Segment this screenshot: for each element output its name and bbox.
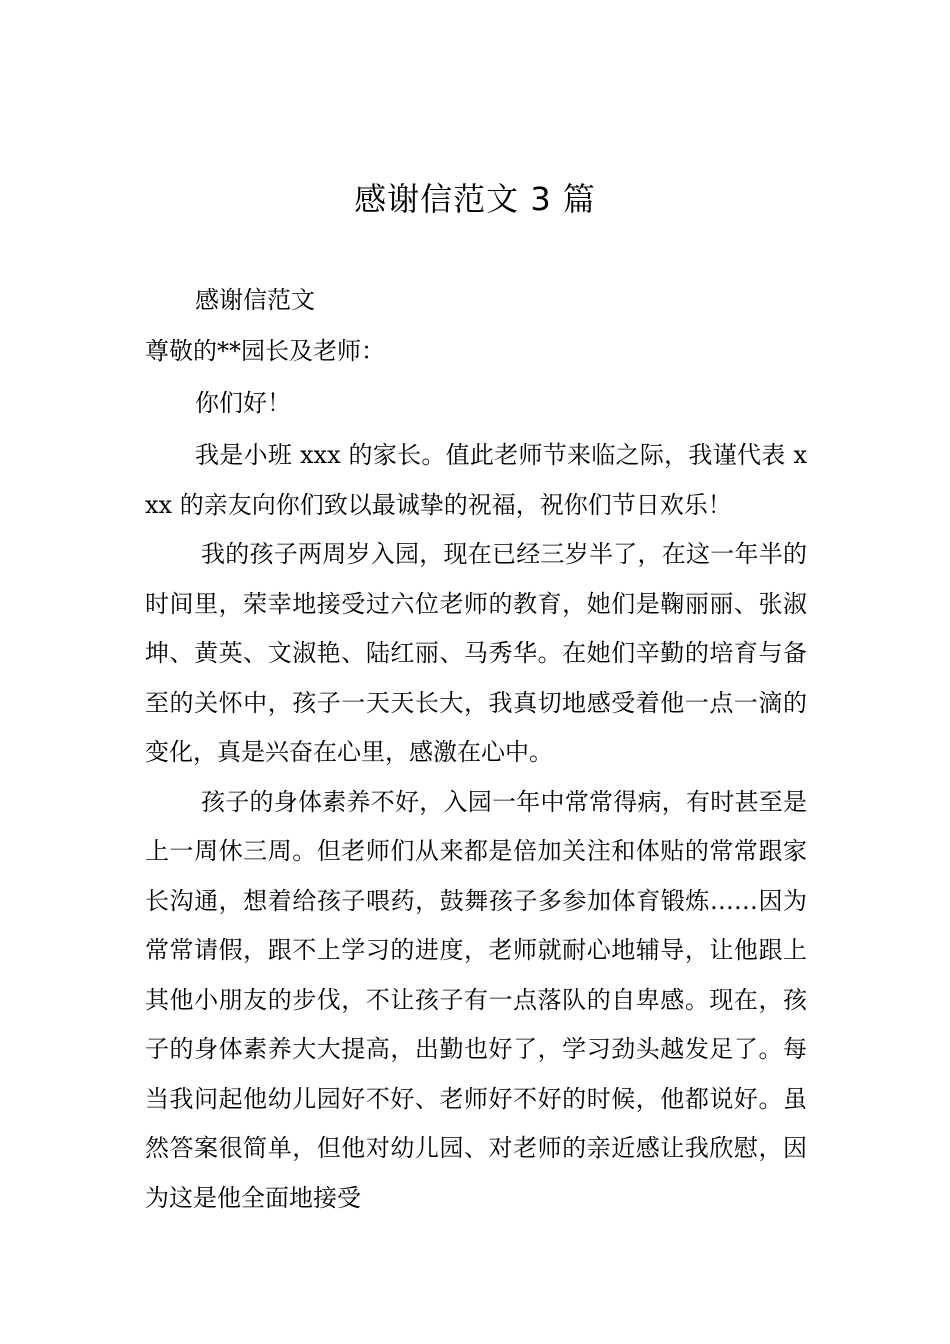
body-paragraph-3: 孩子的身体素养不好，入园一年中常常得病，有时甚至是上一周休三周。但老师们从来都是倍加关注和体贴的常常跟家长沟通，想着给孩子喂药，鼓舞孩子多参加体育锻炼……因为常常请假，跟不上学习的进度，老师就耐心地辅导，让他跟上其他小朋友的步伐，不让孩子有一点落队的自卑感。现在，孩子的身体素养大大提高，出勤也好了，学习劲头越发足了。每当我问起他幼儿园好不好、老师好不好的时候，他都说好。虽然答案很简单，但他对幼儿园、对老师的亲近感让我欣慰，因为这是他全面地接受	[145, 787, 807, 1212]
letter-greeting: 你们好！	[195, 389, 291, 417]
letter-salutation: 尊敬的**园长及老师：	[145, 337, 385, 365]
letter-subtitle: 感谢信范文	[195, 286, 315, 314]
body-paragraph-2: 我的孩子两周岁入园，现在已经三岁半了，在这一年半的时间里，荣幸地接受过六位老师的教育，她们是鞠丽丽、张淑坤、黄英、文淑艳、陆红丽、马秀华。在她们辛勤的培育与备至的关怀中，孩子一天天长大，我真切地感受着他一点一滴的变化，真是兴奋在心里，感激在心中。	[145, 540, 807, 766]
document-body	[145, 276, 807, 1223]
body-paragraph-1: 我是小班 xxx 的家长。值此老师节来临之际，我谨代表 xxx 的亲友向你们致以最诚挚的祝福，祝你们节日欢乐！	[145, 441, 807, 519]
document-title: 感谢信范文 3 篇	[354, 180, 596, 218]
